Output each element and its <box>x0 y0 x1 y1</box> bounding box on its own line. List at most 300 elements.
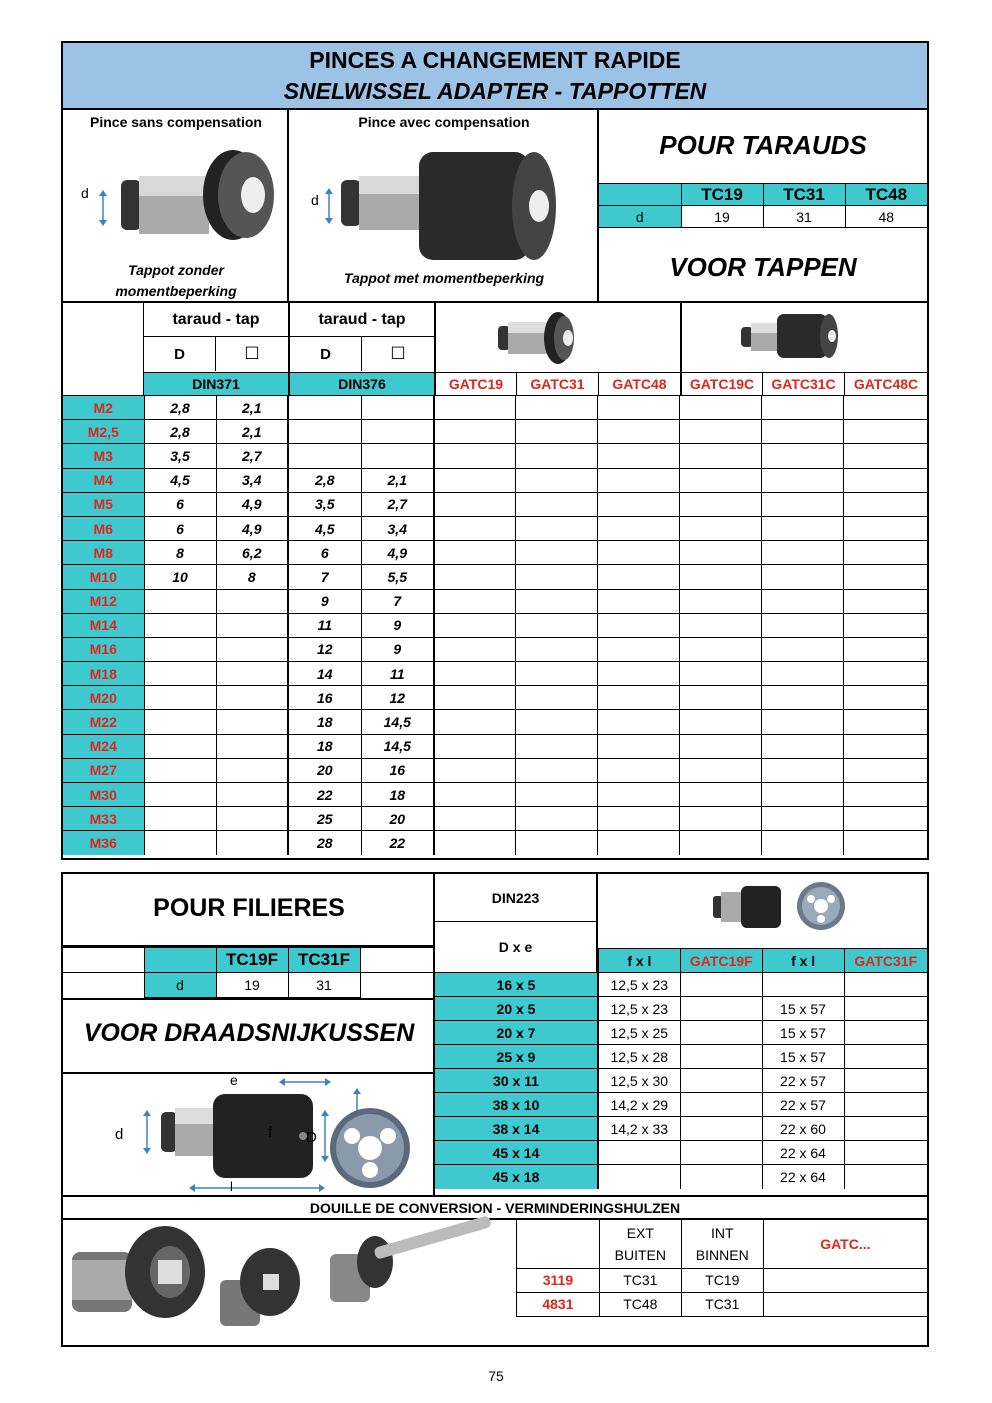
tap-table-row <box>63 589 927 613</box>
conversion-sleeves-image <box>70 1222 510 1334</box>
code-cell <box>680 1021 762 1045</box>
code-cell <box>679 710 761 734</box>
tap-dim-cell: 14,5 <box>361 710 434 734</box>
tap-holder-compensated-image <box>339 140 589 260</box>
tap-holder-small-image <box>498 308 588 363</box>
die-holder-small-image <box>713 880 853 930</box>
gatc-header: GATC... <box>763 1220 927 1268</box>
col-D-1: D <box>144 337 216 371</box>
filieres-table <box>435 972 927 1189</box>
code-cell <box>843 420 927 444</box>
diagram-label-f: f <box>268 1124 273 1141</box>
tap-dim-cell: 4,9 <box>216 516 288 540</box>
tcf-header: TC31F <box>288 948 360 973</box>
page-title: PINCES A CHANGEMENT RAPIDE <box>309 47 681 73</box>
code-cell <box>761 807 843 831</box>
dxe-cell: 25 x 9 <box>435 1045 598 1069</box>
fxl-cell <box>598 1165 680 1189</box>
din223-label: DIN223 <box>435 874 598 922</box>
code-cell <box>844 1165 927 1189</box>
code-gatc48c: GATC48C <box>853 376 919 392</box>
code-cell <box>515 420 597 444</box>
conversion-ref-cell: 3119 <box>517 1268 600 1292</box>
tap-dim-cell: 12 <box>361 686 434 710</box>
code-cell <box>761 541 843 565</box>
tap-table-row <box>63 565 927 589</box>
tc-value: 48 <box>845 206 927 228</box>
thread-size-cell: M5 <box>63 492 144 516</box>
conversion-row <box>517 1268 928 1292</box>
tap-table-row <box>63 710 927 734</box>
tc-header: TC19 <box>681 184 763 206</box>
tap-dim-cell: 2,8 <box>144 420 216 444</box>
tap-holder-compensated-small-image <box>741 311 851 361</box>
filieres-code-header <box>598 948 927 973</box>
thread-size-cell: M22 <box>63 710 144 734</box>
code-cell <box>434 831 515 855</box>
tap-table-row <box>63 444 927 468</box>
left-caption-nl-2: momentbeperking <box>115 283 237 299</box>
tap-dim-cell <box>144 758 216 782</box>
int-header <box>681 1220 763 1268</box>
tap-dim-cell <box>216 613 288 637</box>
code-cell <box>434 807 515 831</box>
tap-size-table <box>63 395 927 855</box>
tap-dim-cell: 14,5 <box>361 734 434 758</box>
code-cell <box>597 758 679 782</box>
code-cell <box>761 396 843 420</box>
din371-label: DIN371 <box>144 372 288 395</box>
code-cell <box>843 710 927 734</box>
code-cell <box>679 637 761 661</box>
tap-table-row <box>63 613 927 637</box>
code-cell <box>434 516 515 540</box>
tap-dim-cell <box>216 758 288 782</box>
code-cell <box>680 1165 762 1189</box>
filieres-row <box>435 973 927 997</box>
tcf-row-label: d <box>144 973 216 998</box>
tap-dim-cell: 9 <box>361 613 434 637</box>
code-cell <box>679 686 761 710</box>
code-cell <box>679 613 761 637</box>
thread-size-cell: M33 <box>63 807 144 831</box>
tap-dim-cell: 3,4 <box>361 516 434 540</box>
code-cell <box>597 807 679 831</box>
code-cell <box>679 420 761 444</box>
tap-dim-cell: 10 <box>144 565 216 589</box>
tap-dim-cell <box>216 831 288 855</box>
thread-size-cell: M12 <box>63 589 144 613</box>
code-cell <box>434 783 515 807</box>
filieres-row <box>435 1093 927 1117</box>
code-cell <box>843 831 927 855</box>
tap-dim-cell <box>216 807 288 831</box>
tap-table-row <box>63 686 927 710</box>
tap-dim-cell <box>144 613 216 637</box>
code-gatc19c: GATC19C <box>682 373 763 395</box>
tap-dim-cell: 3,5 <box>144 444 216 468</box>
code-cell <box>597 444 679 468</box>
thread-size-cell: M8 <box>63 541 144 565</box>
code-cell <box>843 783 927 807</box>
tap-dim-cell: 14 <box>288 662 361 686</box>
code-cell <box>597 662 679 686</box>
voor-draadsnijkussen-label: VOOR DRAADSNIJKUSSEN <box>83 1019 415 1047</box>
code-cell <box>515 516 597 540</box>
code-cell <box>679 396 761 420</box>
thread-size-cell: M10 <box>63 565 144 589</box>
tap-table-row <box>63 831 927 855</box>
tap-dim-cell <box>288 444 361 468</box>
fxl-header: f x l <box>599 949 681 973</box>
tap-dim-cell: 12 <box>288 637 361 661</box>
code-cell <box>761 613 843 637</box>
code-cell <box>763 1292 927 1316</box>
code-cell <box>515 734 597 758</box>
code-cell <box>680 1093 762 1117</box>
code-cell <box>843 686 927 710</box>
code-cell <box>680 1141 762 1165</box>
code-cell <box>434 637 515 661</box>
tap-dim-cell: 20 <box>361 807 434 831</box>
code-cell <box>843 444 927 468</box>
tap-dim-cell: 2,1 <box>216 396 288 420</box>
thread-size-cell: M2,5 <box>63 420 144 444</box>
left-caption-fr: Pince sans compensation <box>90 114 262 130</box>
code-cell <box>763 1268 927 1292</box>
tap-dim-cell: 6 <box>144 516 216 540</box>
thread-size-cell: M27 <box>63 758 144 782</box>
tap-dim-cell: 3,5 <box>288 492 361 516</box>
fxl-cell: 12,5 x 28 <box>598 1045 680 1069</box>
code-cell <box>680 973 762 997</box>
tcf-value: 19 <box>216 973 288 998</box>
code-cell <box>761 637 843 661</box>
code-cell <box>844 1069 927 1093</box>
code-cell <box>843 468 927 492</box>
tap-dim-cell: 28 <box>288 831 361 855</box>
code-cell <box>597 613 679 637</box>
fxl-cell: 12,5 x 30 <box>598 1069 680 1093</box>
thread-size-cell: M2 <box>63 396 144 420</box>
tap-dim-cell <box>144 710 216 734</box>
fxl-cell: 15 x 57 <box>762 1045 844 1069</box>
tap-dim-cell: 18 <box>288 734 361 758</box>
code-cell <box>843 396 927 420</box>
tap-dim-cell <box>288 396 361 420</box>
tap-dim-cell: 3,4 <box>216 468 288 492</box>
tap-dim-cell: 2,1 <box>361 468 434 492</box>
code-gatc48: GATC48 <box>612 376 667 392</box>
tcf-header: TC19F <box>216 948 288 973</box>
code-cell <box>597 831 679 855</box>
tap-dim-cell <box>216 637 288 661</box>
tap-dim-cell: 7 <box>361 589 434 613</box>
code-cell <box>679 783 761 807</box>
tap-table-row <box>63 637 927 661</box>
code-cell <box>597 420 679 444</box>
dxe-cell: 38 x 10 <box>435 1093 598 1117</box>
fxl-cell: 22 x 57 <box>762 1093 844 1117</box>
code-cell <box>434 492 515 516</box>
tap-dim-cell <box>144 783 216 807</box>
filieres-row <box>435 1165 927 1189</box>
dxe-cell: 20 x 5 <box>435 997 598 1021</box>
code-cell <box>844 1045 927 1069</box>
tap-dim-cell: 8 <box>144 541 216 565</box>
tap-dim-cell: 6,2 <box>216 541 288 565</box>
left-tap-panel <box>63 110 289 303</box>
tap-table-row <box>63 734 927 758</box>
code-cell <box>843 565 927 589</box>
code-cell <box>843 492 927 516</box>
code-cell <box>515 613 597 637</box>
code-cell <box>843 589 927 613</box>
code-cell <box>597 396 679 420</box>
die-image <box>328 1106 412 1190</box>
tap-table-row <box>63 396 927 420</box>
code-cell <box>679 758 761 782</box>
int-label: INT <box>710 1224 734 1241</box>
tap-dim-cell: 7 <box>288 565 361 589</box>
code-cell <box>679 492 761 516</box>
tap-dim-cell <box>216 710 288 734</box>
tap-dim-cell: 8 <box>216 565 288 589</box>
code-cell <box>597 686 679 710</box>
filieres-row <box>435 1045 927 1069</box>
diagram-label-d: d <box>115 1126 124 1143</box>
fxl-cell: 12,5 x 25 <box>598 1021 680 1045</box>
dxe-cell: 30 x 11 <box>435 1069 598 1093</box>
code-cell <box>434 686 515 710</box>
code-cell <box>679 541 761 565</box>
dxe-cell: 20 x 7 <box>435 1021 598 1045</box>
filieres-row <box>435 1141 927 1165</box>
gatc19f-header: GATC19F <box>680 949 762 973</box>
code-cell <box>843 613 927 637</box>
diagram-label-e: e <box>230 1072 238 1088</box>
tap-dim-cell: 22 <box>288 783 361 807</box>
code-cell <box>761 468 843 492</box>
thread-size-cell: M36 <box>63 831 144 855</box>
code-cell <box>597 468 679 492</box>
conversion-title: DOUILLE DE CONVERSION - VERMINDERINGSHULZEN <box>63 1195 927 1220</box>
code-cell <box>597 734 679 758</box>
code-cell <box>434 444 515 468</box>
tap-dim-cell: 4,9 <box>216 492 288 516</box>
diagram-label-l: l <box>230 1179 233 1194</box>
tap-table-row <box>63 541 927 565</box>
code-cell <box>843 758 927 782</box>
fxl-cell <box>762 973 844 997</box>
pour-filieres-label: POUR FILIERES <box>153 894 345 922</box>
tap-dim-cell: 2,1 <box>216 420 288 444</box>
code-cell <box>515 758 597 782</box>
code-cell <box>844 1093 927 1117</box>
tap-dim-cell: 16 <box>288 686 361 710</box>
tap-table-row <box>63 662 927 686</box>
tap-dim-cell <box>144 662 216 686</box>
code-cell <box>761 831 843 855</box>
mid-tap-panel <box>289 110 599 303</box>
code-cell <box>679 468 761 492</box>
code-cell <box>843 807 927 831</box>
fxl-cell: 15 x 57 <box>762 997 844 1021</box>
code-cell <box>680 1069 762 1093</box>
code-cell <box>761 444 843 468</box>
tap-dim-cell <box>216 734 288 758</box>
tap-dim-cell: 4,5 <box>288 516 361 540</box>
conversion-size-cell: TC31 <box>681 1292 763 1316</box>
tap-table-row <box>63 420 927 444</box>
dxe-label: D x e <box>435 922 598 972</box>
code-cell <box>761 710 843 734</box>
code-cell <box>597 565 679 589</box>
tap-dim-cell <box>144 831 216 855</box>
code-cell <box>434 396 515 420</box>
thread-size-cell: M24 <box>63 734 144 758</box>
code-cell <box>515 541 597 565</box>
ext-header <box>599 1220 681 1268</box>
tap-dim-cell: 18 <box>361 783 434 807</box>
tap-dim-cell <box>216 589 288 613</box>
tap-dim-cell: 6 <box>288 541 361 565</box>
buiten-label: BUITEN <box>614 1246 666 1263</box>
tap-table-row <box>63 468 927 492</box>
tc-header: TC48 <box>845 184 927 206</box>
code-cell <box>515 710 597 734</box>
fxl-cell: 12,5 x 23 <box>598 973 680 997</box>
code-cell <box>515 783 597 807</box>
code-cell <box>515 662 597 686</box>
code-cell <box>761 565 843 589</box>
filieres-row <box>435 1021 927 1045</box>
tap-dim-cell: 9 <box>361 637 434 661</box>
filieres-tc-table <box>63 947 435 998</box>
code-cell <box>680 1045 762 1069</box>
col-D-2: D <box>290 337 362 371</box>
dxe-cell: 16 x 5 <box>435 973 598 997</box>
code-cell <box>597 710 679 734</box>
tap-dim-cell <box>216 783 288 807</box>
code-cell <box>597 541 679 565</box>
code-cell <box>761 589 843 613</box>
code-cell <box>844 973 927 997</box>
tap-dim-cell <box>216 662 288 686</box>
code-cell <box>844 1021 927 1045</box>
tap-table-row <box>63 492 927 516</box>
code-cell <box>515 637 597 661</box>
tap-table-header <box>63 303 927 395</box>
code-cell <box>679 734 761 758</box>
code-cell <box>515 686 597 710</box>
code-gatc31c: GATC31C <box>763 373 845 395</box>
thread-size-cell: M3 <box>63 444 144 468</box>
tcf-value: 31 <box>288 973 360 998</box>
code-cell <box>597 783 679 807</box>
tap-dim-cell <box>288 420 361 444</box>
dxe-cell: 38 x 14 <box>435 1117 598 1141</box>
code-cell <box>434 758 515 782</box>
col-square-2: ☐ <box>390 344 406 363</box>
group1-label: taraud - tap <box>144 303 288 337</box>
tap-dim-cell <box>144 734 216 758</box>
tap-dim-cell: 5,5 <box>361 565 434 589</box>
din376-label: DIN376 <box>290 372 434 395</box>
ext-label: EXT <box>626 1224 654 1241</box>
tap-dim-cell <box>144 686 216 710</box>
code-cell <box>680 1117 762 1141</box>
pour-tarauds-label: POUR TARAUDS <box>659 130 867 160</box>
tap-dim-cell <box>144 807 216 831</box>
code-cell <box>679 662 761 686</box>
page-subtitle: SNELWISSEL ADAPTER - TAPPOTTEN <box>283 78 707 104</box>
code-cell <box>597 516 679 540</box>
code-cell <box>434 541 515 565</box>
code-cell <box>844 1141 927 1165</box>
code-gatc19: GATC19 <box>436 373 517 395</box>
tap-table-row <box>63 516 927 540</box>
tap-table-row <box>63 758 927 782</box>
code-cell <box>761 420 843 444</box>
fxl-cell: 22 x 64 <box>762 1165 844 1189</box>
tap-dim-cell: 4,9 <box>361 541 434 565</box>
code-cell <box>434 710 515 734</box>
code-cell <box>597 492 679 516</box>
left-d-label: d <box>81 185 89 201</box>
diagram-label-D: D <box>306 1129 317 1146</box>
fxl-cell: 14,2 x 29 <box>598 1093 680 1117</box>
code-cell <box>761 662 843 686</box>
code-cell <box>515 444 597 468</box>
tap-dim-cell: 6 <box>144 492 216 516</box>
conversion-row <box>517 1292 928 1316</box>
code-cell <box>679 516 761 540</box>
code-cell <box>515 396 597 420</box>
dxe-cell: 45 x 14 <box>435 1141 598 1165</box>
code-cell <box>434 468 515 492</box>
header-band <box>63 43 927 110</box>
thread-size-cell: M4 <box>63 468 144 492</box>
fxl-cell: 15 x 57 <box>762 1021 844 1045</box>
tap-dim-cell <box>361 396 434 420</box>
code-cell <box>843 516 927 540</box>
conversion-size-cell: TC31 <box>599 1268 681 1292</box>
code-cell <box>679 831 761 855</box>
tap-dim-cell: 18 <box>288 710 361 734</box>
tc-value: 31 <box>763 206 845 228</box>
code-cell <box>844 997 927 1021</box>
code-cell <box>515 831 597 855</box>
code-cell <box>515 492 597 516</box>
code-cell <box>761 758 843 782</box>
binnen-label: BINNEN <box>695 1246 749 1263</box>
filieres-row <box>435 1117 927 1141</box>
code-cell <box>843 734 927 758</box>
tap-holder-plain-image <box>113 140 283 250</box>
thread-size-cell: M30 <box>63 783 144 807</box>
tap-dim-cell: 2,8 <box>144 396 216 420</box>
code-cell <box>761 734 843 758</box>
tc-value: 19 <box>681 206 763 228</box>
mid-caption-nl: Tappot met momentbeperking <box>343 270 545 286</box>
tap-dim-cell: 20 <box>288 758 361 782</box>
code-cell <box>434 662 515 686</box>
code-cell <box>597 637 679 661</box>
code-cell <box>434 589 515 613</box>
code-cell <box>843 541 927 565</box>
conversion-size-cell: TC48 <box>599 1292 681 1316</box>
